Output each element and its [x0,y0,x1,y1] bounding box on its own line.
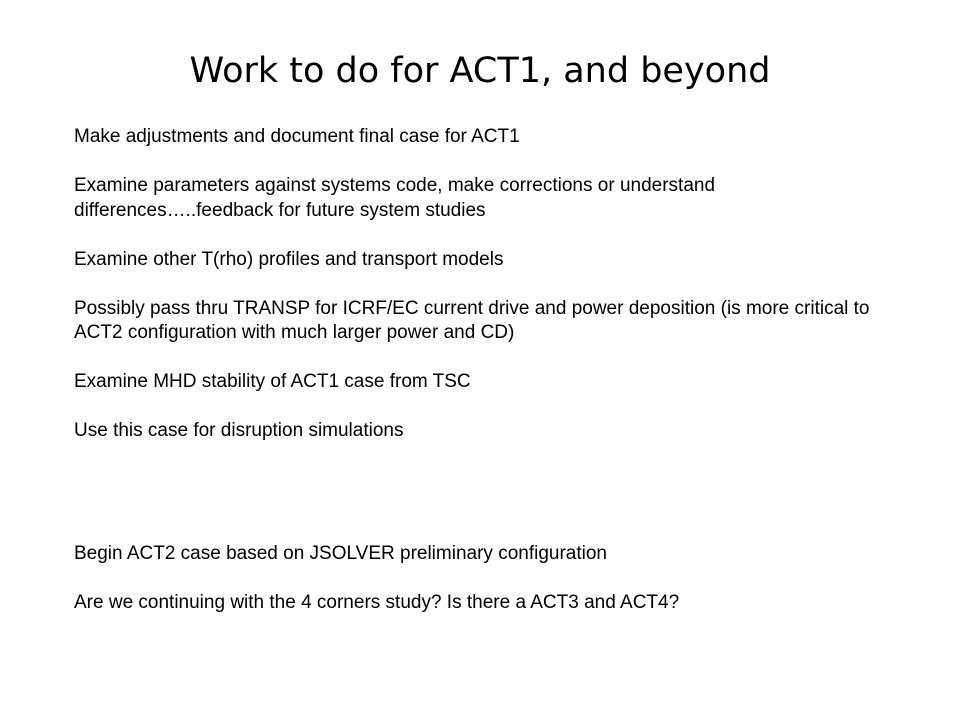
slide-body [74,125,874,615]
task-item: Are we continuing with the 4 corners study? Is there a ACT3 and ACT4? [74,591,680,613]
task-item: Examine MHD stability of ACT1 case from TSC [74,371,471,392]
task-item: Use this case for disruption simulations [74,420,404,441]
task-item: Begin ACT2 case based on JSOLVER preliminary configuration [74,542,607,564]
task-item: Possibly pass thru TRANSP for ICRF/EC current drive and power deposition (is more critical to ACT2 configuration with much larger power and CD) [74,297,870,343]
task-item: Examine other T(rho) profiles and transport models [74,248,504,270]
slide-title: Work to do for ACT1, and beyond [189,51,771,91]
task-item: Examine parameters against systems code, make corrections or understand differences…..feedback for future system studies [74,175,716,221]
task-item: Make adjustments and document final case for ACT1 [74,126,520,147]
